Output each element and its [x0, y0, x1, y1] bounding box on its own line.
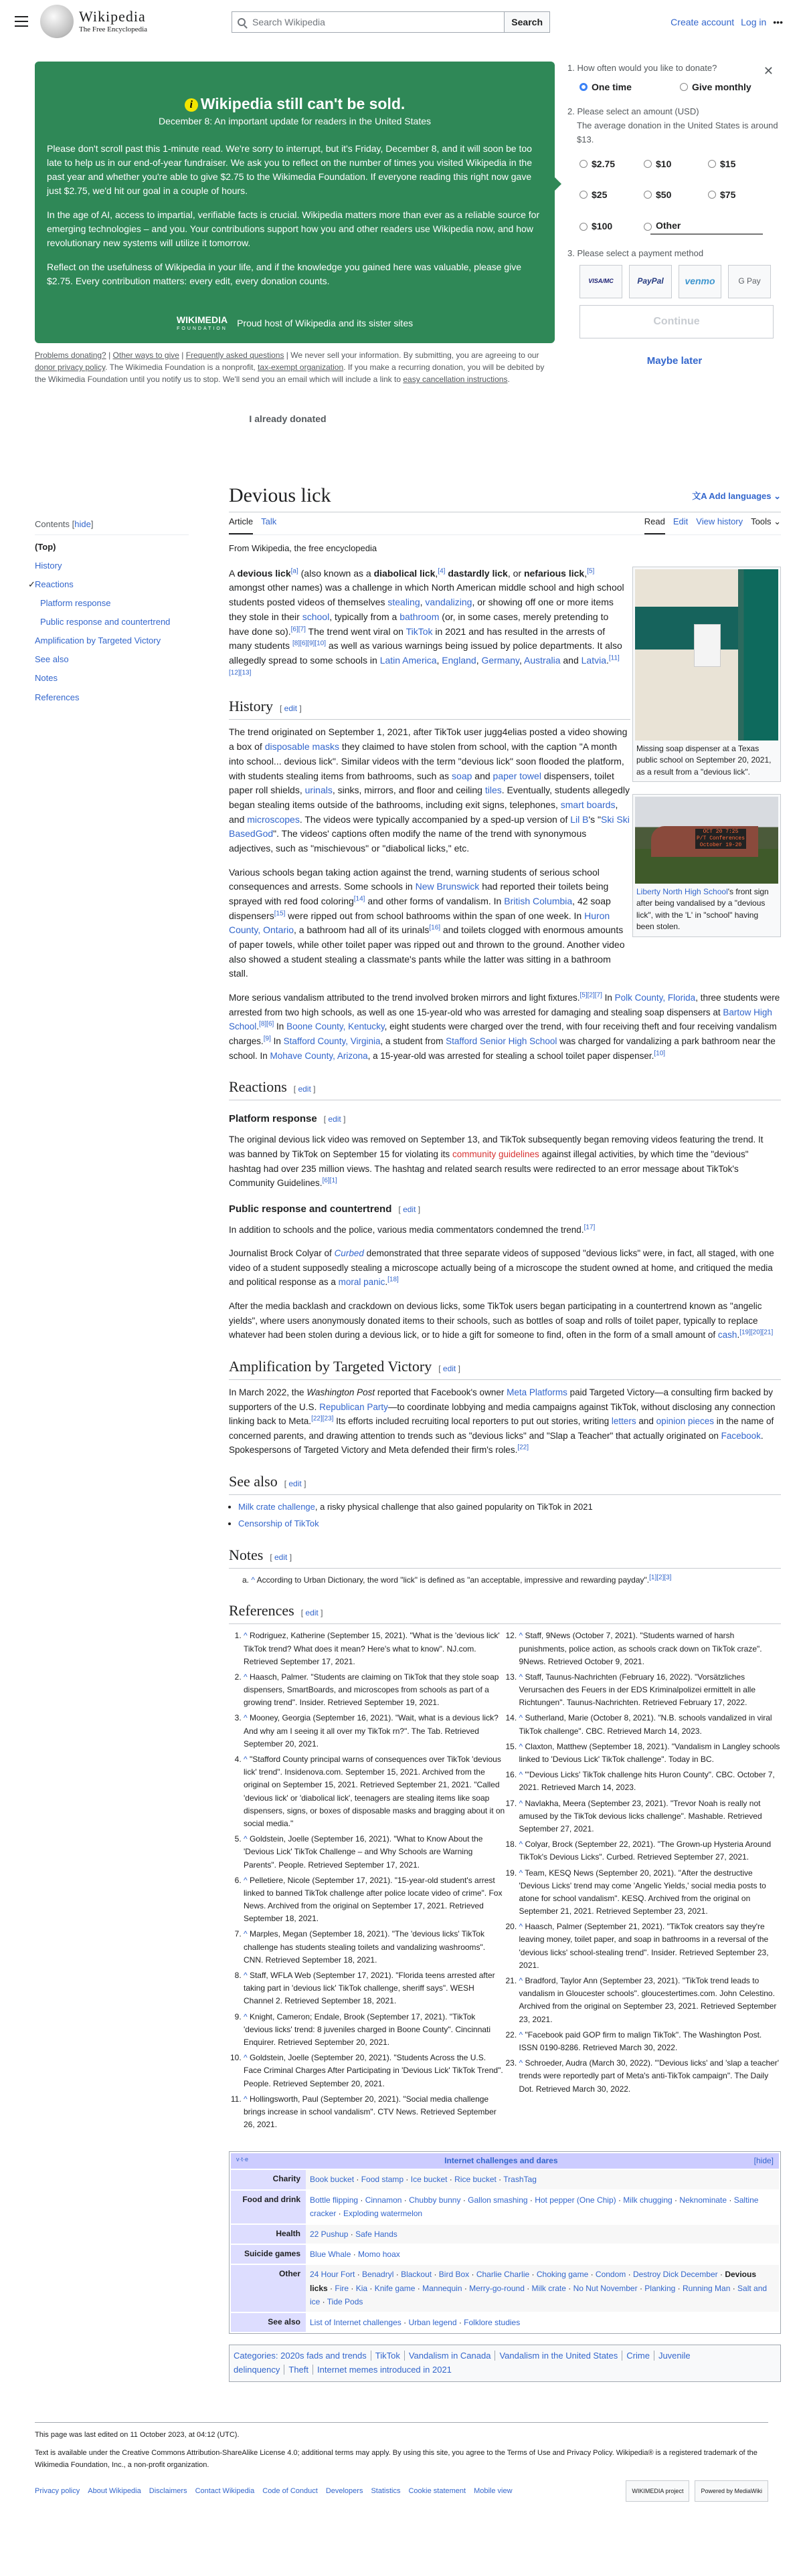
- reference-text: "Stafford County principal warns of consequences over TikTok 'devious lick' trend". Insidenova.com. September 15, 2021. Archived from the original on September 15, 2021. Retrieved September 21, 2021. "Called 'devious lick' or 'diabolical lick', teenagers are stealing items like soap dispensers, signs, or boxes of disposable masks and bragging about it on social media.": [244, 1755, 505, 1828]
- footer-link[interactable]: Disclaimers: [149, 2486, 187, 2495]
- toc-title: Contents [hide]: [35, 518, 189, 535]
- navbox-group: Suicide games: [231, 2245, 306, 2264]
- edit-section-link[interactable]: edit: [442, 1363, 456, 1373]
- footer-link[interactable]: Developers: [325, 2486, 363, 2495]
- donor-privacy-link[interactable]: donor privacy policy: [35, 363, 106, 372]
- toc-item-history[interactable]: History: [35, 560, 62, 571]
- backlink-caret[interactable]: ^: [519, 1672, 525, 1682]
- banner-paragraph: Please don't scroll past this 1-minute read. We're sorry to interrupt, but it's Friday, December 8, and it will soon be too late to help us in our end-of-year fundraiser. We ask you to reflect on the number of times you visited Wikipedia in the past year and whether you're able to give $2.75 to the Wikimedia Foundation. If everyone reading this right now gave just $2.75, we'd hit our goal in a couple of hours.: [47, 142, 533, 196]
- navbox-link[interactable]: Choking game: [536, 2270, 589, 2280]
- problems-donating-link[interactable]: Problems donating?: [35, 351, 106, 360]
- reference-item: [244, 1629, 506, 1668]
- reference-text: Staff, 9News (October 7, 2021). "Students warned of harsh punishments, police action, as schools crack down on TikTok craze". 9News. Retrieved October 9, 2021.: [519, 1631, 762, 1666]
- give-monthly-radio[interactable]: Give monthly: [680, 80, 780, 94]
- backlink-caret[interactable]: ^: [519, 1741, 525, 1751]
- reference-item: [519, 1712, 782, 1737]
- amount-radio[interactable]: $100: [579, 218, 644, 234]
- reference-text: Pelletiere, Nicole (September 17, 2021). "15-year-old student's arrest linked to banned TikTok challenge after police locate video of crime". Fox News. Archived from the original on September 17, 2021. Retrieved September 18, 2021.: [244, 1875, 503, 1924]
- expand-toggle-icon[interactable]: ✓: [28, 579, 35, 589]
- backlink-caret[interactable]: ^: [519, 2029, 525, 2040]
- amount-radio[interactable]: $50: [644, 187, 708, 202]
- thumbnail: [632, 567, 781, 782]
- tab-view-history[interactable]: View history: [696, 516, 743, 527]
- section-heading-see-also: See also [ edit ]: [229, 1470, 781, 1495]
- backlink-caret[interactable]: ^: [519, 2058, 525, 2068]
- reference-text: Marples, Megan (September 18, 2021). "The 'devious licks' TikTok challenge has students stealing toilets and vandalizing washrooms". CNN. Retrieved September 18, 2021.: [244, 1929, 486, 1965]
- navbox-link[interactable]: Salt and ice: [310, 2283, 768, 2307]
- category-link[interactable]: Vandalism in Canada: [408, 2351, 491, 2361]
- navbox-link[interactable]: Merry-go-round: [469, 2283, 525, 2293]
- navbox-list: 24 Hour Fort · Benadryl · Blackout · Bird Box · Charlie Charlie · Choking game · Condom · Destroy Dick December · Devious licks · Fire · Kia · Knife game · Mannequin · Merry-go-round · Milk crate · No Nut November · Planking · Running Man · Salt and ice · Tide Pods: [306, 2265, 779, 2311]
- edit-section-link[interactable]: edit: [298, 1084, 311, 1094]
- reference-item: [519, 1769, 782, 1794]
- category-link[interactable]: Theft: [288, 2364, 309, 2375]
- reference-item: [244, 2011, 506, 2050]
- reference-item: [519, 2057, 782, 2096]
- navbox-link[interactable]: Cinnamon: [365, 2195, 402, 2205]
- paragraph: The original devious lick video was removed on September 13, and TikTok subsequently began removing videos featuring the trend. It was banned by TikTok on September 15 for violating its community guidelines against illegal activities, by which time the "devious" hashtag had over 235 million views. The hashtag and related search results were redirected to an error message about TikTok's Community Guidelines.[6][1]: [229, 1134, 764, 1189]
- other-amount-input[interactable]: Other: [644, 218, 764, 234]
- navbox-list: Book bucket · Food stamp · Ice bucket · Rice bucket · TrashTag: [306, 2170, 779, 2189]
- amount-radio[interactable]: $10: [644, 157, 708, 171]
- footer-link[interactable]: Contact Wikipedia: [195, 2486, 255, 2495]
- edit-section-link[interactable]: edit: [305, 1608, 319, 1618]
- banner-footer: [35, 315, 555, 331]
- footer-link[interactable]: Privacy policy: [35, 2486, 80, 2495]
- maybe-later-button[interactable]: Maybe later: [646, 355, 703, 367]
- article-images: [632, 567, 781, 949]
- section-heading-reactions: Reactions [ edit ]: [229, 1075, 781, 1100]
- footer-link[interactable]: Mobile view: [474, 2486, 513, 2495]
- toc-item-reactions[interactable]: Reactions: [35, 579, 74, 589]
- backlink-caret[interactable]: ^: [244, 1631, 250, 1641]
- reference-item: [519, 1920, 782, 1972]
- category-link[interactable]: Vandalism in the United States: [499, 2351, 618, 2361]
- navbox-link[interactable]: Kia: [355, 2283, 368, 2293]
- backlink-caret[interactable]: ^: [519, 1922, 525, 1932]
- reference-text: Goldstein, Joelle (September 16, 2021). "What to Know About the 'Devious Lick' TikTok Challenge – and Why Schools are Warning Parents". People. Retrieved September 17, 2021.: [244, 1834, 483, 1870]
- toc-item-amplification[interactable]: Amplification by Targeted Victory: [35, 635, 161, 646]
- navbox-link[interactable]: Folklore studies: [464, 2317, 521, 2327]
- backlink-caret[interactable]: ^: [244, 1713, 250, 1723]
- reference-item: [519, 1838, 782, 1864]
- navbox-link[interactable]: Rice bucket: [454, 2175, 497, 2185]
- reference-text: "Facebook paid GOP firm to malign TikTok". The Washington Post. ISSN 0190-8286. Retrieved March 30, 2022.: [519, 2029, 762, 2052]
- navbox-link[interactable]: Running Man: [682, 2283, 731, 2293]
- one-time-radio[interactable]: One time: [579, 80, 680, 94]
- article-body-full: [229, 991, 781, 2381]
- navbox-group: Charity: [231, 2170, 306, 2189]
- lead-paragraph: A devious lick[a] (also known as a diabolical lick,[4] dastardly lick, or nefarious lick,[5] amongst other names) was a challenge in which North American middle school and high school students posted videos of themselves stealing, vandalizing, or showing off one or more items they stole in their school, typically from a bathroom (or, in some cases, merely pretending to have done so).[6][7] The trend went viral on TikTok in 2021 and has resulted in the arrests of many students [8][6][9][10] as well as various warnings being issued by police departments. It also allegedly spread to some schools in Latin America, England, Germany, Australia and Latvia.[11][12][13]: [229, 567, 624, 676]
- navbox-link[interactable]: Tide Pods: [327, 2297, 363, 2307]
- table-of-contents: [28, 478, 189, 2382]
- paragraph: Journalist Brock Colyar of Curbed demonstrated that three separate videos of supposed "devious licks" were, in fact, all staged, with one video of a student supposedly stealing a microscope actually being of a microscope the student owned at home, and critiqued the media and political response as a moral panic.[18]: [229, 1248, 774, 1288]
- page-footer: [35, 2422, 768, 2502]
- add-languages-button[interactable]: 文A Add languages ⌄: [692, 491, 781, 502]
- navbox-link[interactable]: Saltine cracker: [310, 2195, 759, 2219]
- navbox-link[interactable]: Momo hoax: [358, 2250, 400, 2260]
- navbox-row: [231, 2191, 779, 2223]
- soap-dispenser-image[interactable]: [635, 569, 778, 740]
- reference-item: [244, 1753, 506, 1830]
- google-pay-button[interactable]: G Pay: [728, 265, 771, 298]
- faq-link[interactable]: Frequently asked questions: [185, 351, 284, 360]
- navbox-link[interactable]: Charlie Charlie: [476, 2270, 530, 2280]
- license-text: Text is available under the Creative Commons Attribution-ShareAlike License 4.0; additional terms may apply. By using this site, you agree to the Terms of Use and Privacy Policy. Wikipedia® is a registered trademark of the Wikimedia Foundation, Inc., a non-profit organization.: [35, 2449, 757, 2469]
- donation-form: [567, 62, 782, 369]
- tagline: From Wikipedia, the free encyclopedia: [229, 543, 377, 553]
- toc-item-references[interactable]: References: [35, 692, 80, 702]
- donation-legal-text: Problems donating? | Other ways to give | Frequently asked questions | We never sell your information. By submitting, you are agreeing to our donor privacy policy. The Wikimedia Foundation is a nonprofit, tax-exempt organization. If you make a recurring donation, you will be debited by the Wikimedia Foundation until you notify us to stop. We'll send you an email which will include a link to easy cancellation instructions.: [35, 351, 545, 384]
- image-caption: Liberty North High School's front sign after being vandalised by a "devious lick", with the 'L' in "school" having been stolen.: [636, 886, 769, 932]
- edit-section-link[interactable]: edit: [403, 1204, 416, 1214]
- edit-section-link[interactable]: edit: [284, 704, 298, 714]
- backlink-caret[interactable]: ^: [519, 1976, 525, 1986]
- navbox-link[interactable]: List of Internet challenges: [310, 2317, 402, 2327]
- amount-radio[interactable]: $75: [708, 187, 772, 202]
- category-link[interactable]: 2020s fads and trends: [280, 2351, 367, 2361]
- backlink-caret[interactable]: ^: [519, 1713, 525, 1723]
- backlink-caret[interactable]: ^: [244, 1755, 250, 1765]
- navbox-link[interactable]: Destroy Dick December: [632, 2270, 718, 2280]
- footer-link[interactable]: Code of Conduct: [262, 2486, 318, 2495]
- payment-question: 3. Please select a payment method: [567, 247, 704, 258]
- navbox-link[interactable]: Safe Hands: [355, 2229, 397, 2239]
- reference-item: [519, 1975, 782, 2026]
- toc-item-see-also[interactable]: See also: [35, 654, 69, 665]
- navbox-group: Food and drink: [231, 2191, 306, 2223]
- navbox-link[interactable]: Hot pepper (One Chip): [535, 2195, 616, 2205]
- navbox-link[interactable]: Blackout: [401, 2270, 432, 2280]
- toc-item-platform-response[interactable]: Platform response: [40, 598, 111, 609]
- reference-item: [244, 1874, 506, 1926]
- paragraph: After the media backlash and crackdown on devious licks, some TikTok users began participating in a countertrend known as "angelic yields", where users anonymously donated items to their schools, such as bottles of soap and rolls of toilet paper, typically to replace whatever had been stolen during a devious lick, or to hide a gift for someone to find, often in the form of a small amount of cash.[19][20][21]: [229, 1301, 774, 1341]
- more-options-icon[interactable]: •••: [773, 17, 783, 27]
- edit-section-link[interactable]: edit: [288, 1479, 302, 1489]
- banner-subtitle: December 8: An important update for readers in the United States: [158, 115, 431, 126]
- navbox-link[interactable]: Milk chugging: [623, 2195, 673, 2205]
- navbox-list: 22 Pushup · Safe Hands: [306, 2225, 779, 2244]
- navbox-link[interactable]: Mannequin: [422, 2283, 462, 2293]
- reference-item: [244, 2052, 506, 2090]
- venmo-button[interactable]: venmo: [679, 265, 721, 298]
- navbox-link[interactable]: Bottle flipping: [310, 2195, 359, 2205]
- navbox-internet-challenges: [229, 2151, 781, 2334]
- reference-text: Claxton, Matthew (September 18, 2021). "Vandalism in Langley schools linked to 'Devious Lick' TikTok challenge". Today in BC.: [519, 1741, 780, 1765]
- toc-item-notes[interactable]: Notes: [35, 673, 58, 684]
- page-title: Devious lick: [229, 484, 331, 506]
- banner-paragraph: In the age of AI, access to impartial, verifiable facts is crucial. Wikipedia matters more than ever as a reliable source for emerging technologies – and you. Your contributions support how you and other readers use Wikipedia now, and how revolutionary new systems will utilize it tomorrow.: [47, 209, 540, 248]
- backlink-caret[interactable]: ^: [244, 1672, 250, 1682]
- thumbnail: [632, 794, 781, 937]
- reference-item: [244, 2093, 506, 2132]
- tax-exempt-link[interactable]: tax-exempt organization: [258, 363, 344, 372]
- categories-label[interactable]: Categories:: [234, 2351, 278, 2361]
- category-link[interactable]: Crime: [626, 2351, 650, 2361]
- navbox-link: Devious licks: [310, 2270, 757, 2293]
- navbox-link[interactable]: Exploding watermelon: [343, 2209, 423, 2219]
- backlink-caret[interactable]: ^: [244, 1834, 250, 1844]
- history-paragraph: The trend originated on September 1, 2021, after TikTok user jugg4elias posted a video showing a box of disposable masks they claimed to have stolen from school, with the caption "A month into school... devious lick". Similar videos with the term "devious lick" soon flooded the platform, with students stealing items from bathrooms, such as soap and paper towel dispensers, toilet paper roll shields, urinals, sinks, mirrors, and floor and ceiling tiles. Eventually, students allegedly began stealing items outside of the bathrooms, including exit signs, telephones, smart boards, and microscopes. The videos were typically accompanied by a sped-up version of Lil B's "Ski Ski BasedGod". The videos' captions often modify the name of the trend with synonymous adjectives, such as "mischievous" or "diabolical licks," etc.: [229, 726, 630, 854]
- reference-text: Staff, WFLA Web (September 17, 2021). "Florida teens arrested after taking part in 'devious lick' TikTok challenge, sheriff says". WESH Channel 2. Retrieved September 18, 2021.: [244, 1971, 495, 2006]
- log-in-link[interactable]: Log in: [741, 17, 767, 27]
- reference-item: [244, 1969, 506, 2008]
- host-text: Proud host of Wikipedia and its sister sites: [237, 317, 414, 328]
- navbox-link[interactable]: Blue Whale: [310, 2250, 351, 2260]
- footer-link[interactable]: About Wikipedia: [88, 2486, 141, 2495]
- reference-item: [519, 1741, 782, 1766]
- paypal-button[interactable]: PayPal: [629, 265, 672, 298]
- references-list: [229, 1629, 781, 2131]
- reference-item: [519, 1671, 782, 1710]
- navbox-link[interactable]: Milk crate: [531, 2283, 566, 2293]
- already-donated-button[interactable]: I already donated: [249, 413, 327, 424]
- tools-dropdown[interactable]: Tools ⌄: [751, 516, 781, 527]
- reference-item: [244, 1928, 506, 1967]
- amount-radio[interactable]: $2.75: [579, 157, 644, 171]
- history-paragraph: Various schools began taking action against the trend, warning students of serious school consequences and arrests. Some schools in New Brunswick had reported their toilets being sprayed with red food coloring[14] and other forms of vandalism. In British Columbia, 42 soap dispensers[15] were ripped out from school bathrooms within the span of one week. In Huron County, Ontario, a bathroom had all of its urinals[16] and toilets clogged with enormous amounts of paper towels, while other toilet paper was ripped out and thrown to the ground. Another video also showed a student stealing a classmate's pants while the latter was sitting in a bathroom stall.: [229, 866, 625, 979]
- navbox-link[interactable]: Benadryl: [362, 2270, 394, 2280]
- banner-paragraph: Reflect on the usefulness of Wikipedia in your life, and if the knowledge you gained here was valuable, please give $2.75. Every contribution matters: every edit, every donation counts.: [47, 261, 521, 286]
- amount-radio[interactable]: $15: [708, 157, 772, 171]
- toc-item-public-response[interactable]: Public response and countertrend: [40, 617, 171, 627]
- info-icon: i: [185, 98, 198, 112]
- navbox-link[interactable]: TrashTag: [503, 2175, 537, 2185]
- create-account-link[interactable]: Create account: [671, 17, 735, 27]
- wikimedia-foundation-logo: WIKIMEDIA FOUNDATION: [176, 314, 228, 331]
- average-donation-note: The average donation in the United States is around $13.: [577, 120, 778, 144]
- reference-text: "'Devious Licks' TikTok challenge hits Huron County". CBC. October 7, 2021. Retrieved March 14, 2023.: [519, 1770, 775, 1793]
- appeal-panel: [35, 62, 555, 343]
- frequency-question: 1. How often would you like to donate?: [567, 63, 717, 73]
- navbox-row: [231, 2225, 779, 2244]
- navbox-link[interactable]: Planking: [644, 2283, 676, 2293]
- edit-section-link[interactable]: edit: [274, 1552, 288, 1562]
- navbox-link[interactable]: Urban legend: [408, 2317, 457, 2327]
- reference-text: Mooney, Georgia (September 16, 2021). "Wait, what is a devious lick? And why am I seeing it all over my TikTok rn?". The Tab. Retrieved September 20, 2021.: [244, 1713, 499, 1749]
- reference-text: Staff, Taunus-Nachrichten (February 16, 2022). "Vorsätzliches Verursachen des Feuers in der EDS Kriminalpolizei ermittelt in alle Richtungen". Taunus-Nachrichten. Retrieved February 17, 2022.: [519, 1672, 755, 1708]
- site-name: Wikipedia: [79, 8, 146, 25]
- navbox-link[interactable]: 22 Pushup: [310, 2229, 349, 2239]
- navbox-link[interactable]: Knife game: [374, 2283, 416, 2293]
- see-also-list: [238, 1500, 781, 1531]
- navbox-link[interactable]: Ice bucket: [410, 2175, 448, 2185]
- banner-title: [47, 95, 543, 114]
- navbox-list: Blue Whale · Momo hoax: [306, 2245, 779, 2264]
- backlink-caret[interactable]: ^: [244, 2094, 250, 2104]
- toc-hide-link[interactable]: hide: [74, 519, 91, 529]
- navbox-link[interactable]: Condom: [595, 2270, 626, 2280]
- amount-radio[interactable]: $25: [579, 187, 644, 202]
- reference-item: [519, 1629, 782, 1668]
- paragraph: In addition to schools and the police, various media commentators condemned the trend.[17]: [229, 1223, 596, 1235]
- backlink-caret[interactable]: ^: [519, 1868, 525, 1878]
- category-link[interactable]: Internet memes introduced in 2021: [317, 2364, 452, 2375]
- category-link[interactable]: TikTok: [375, 2351, 400, 2361]
- school-sign-image[interactable]: OCT 20 7:25 P/T Conferences October 19-20: [635, 797, 778, 884]
- section-heading-platform-response: Platform response [ edit ]: [229, 1113, 346, 1125]
- backlink-caret[interactable]: ^: [519, 1798, 525, 1808]
- continue-button[interactable]: Continue: [579, 305, 774, 338]
- search-placeholder: Search Wikipedia: [252, 16, 325, 27]
- backlink-caret[interactable]: ^: [244, 2053, 250, 2063]
- history-paragraph: More serious vandalism attributed to the trend involved broken mirrors and light fixtures.[5][2][7] In Polk County, Florida, three students were arrested from two high schools, as well as one 15-year-old who was arrested for damaging and stealing soap dispensers at Bartow High School.[8][6] In Boone County, Kentucky, eight students were charged over the trend, with four receiving theft and four receiving vandalism charges.[9] In Stafford County, Virginia, a student from Stafford Senior High School was charged for vandalizing a park bathroom near the school. In Mohave County, Arizona, a 15-year-old was arrested for stealing a school toilet paper dispenser.[10]: [229, 991, 780, 1061]
- reference-text: Knight, Cameron; Endale, Brook (September 17, 2021). "TikTok 'devious licks' trend: 8 juveniles charged in Boone County". Cincinnati Enquirer. Retrieved September 20, 2021.: [244, 2011, 491, 2047]
- see-also-link[interactable]: Milk crate challenge: [238, 1502, 315, 1512]
- navbox-list: Bottle flipping · Cinnamon · Chubby bunny · Gallon smashing · Hot pepper (One Chip) · Milk chugging · Neknominate · Saltine cracker · Exploding watermelon: [306, 2191, 779, 2223]
- vte-links[interactable]: v·t·e: [236, 2156, 248, 2163]
- image-caption: Missing soap dispenser at a Texas public school on September 20, 2021, as a result from a "devious lick".: [636, 743, 772, 777]
- navbox-link[interactable]: Gallon smashing: [468, 2195, 528, 2205]
- navbox-group: Health: [231, 2225, 306, 2244]
- footer-link[interactable]: Cookie statement: [408, 2486, 466, 2495]
- navbox-link[interactable]: 24 Hour Fort: [310, 2270, 355, 2280]
- powered-by-mediawiki-badge[interactable]: Powered by MediaWiki: [695, 2480, 768, 2502]
- backlink-caret[interactable]: ^: [519, 1840, 525, 1850]
- language-icon: 文A: [692, 491, 709, 502]
- search-button[interactable]: Search: [504, 11, 550, 33]
- tab-article[interactable]: Article: [229, 515, 253, 534]
- reference-text: Colyar, Brock (September 22, 2021). "The Grown-up Hysteria Around TikTok's Devious Licks". Curbed. Retrieved September 27, 2021.: [519, 1840, 772, 1862]
- reference-text: Hollingsworth, Paul (September 20, 2021). "Social media challenge brings increase in school vandalism". CTV News. Retrieved September 26, 2021.: [244, 2094, 497, 2130]
- reference-item: [244, 1671, 506, 1710]
- other-ways-link[interactable]: Other ways to give: [112, 351, 179, 360]
- category-link[interactable]: Juvenile delinquency: [234, 2351, 691, 2375]
- navbox-link[interactable]: Book bucket: [310, 2175, 355, 2185]
- reference-text: Navlakha, Meera (September 23, 2021). "Trevor Noah is really not amused by the TikTok devious licks challenge". Mashable. Retrieved September 27, 2021.: [519, 1798, 762, 1834]
- reference-text: Schroeder, Audra (March 30, 2022). "'Devious licks' and 'slap a teacher' trends were reportedly part of Meta's anti-TikTok campaign". The Daily Dot. Retrieved March 30, 2022.: [519, 2058, 780, 2094]
- backlink-caret[interactable]: ^: [244, 1929, 250, 1939]
- edit-section-link[interactable]: edit: [328, 1114, 341, 1124]
- reference-item: [244, 1712, 506, 1751]
- navbox-row: [231, 2313, 779, 2332]
- navbox-link[interactable]: Fire: [335, 2283, 349, 2293]
- navbox-link[interactable]: Food stamp: [361, 2175, 404, 2185]
- banner-title-text: Wikipedia still can't be sold.: [200, 95, 406, 112]
- tab-edit[interactable]: Edit: [673, 516, 689, 527]
- fundraising-banner: [0, 0, 803, 435]
- backlink-caret[interactable]: ^: [244, 1971, 250, 1981]
- navbox-group: Other: [231, 2265, 306, 2311]
- reference-text: Rodriguez, Katherine (September 15, 2021). "What is the 'devious lick' TikTok trend? What does it mean? Here's what to know". NJ.com. Retrieved September 17, 2021.: [244, 1631, 500, 1666]
- reference-item: [519, 2029, 782, 2054]
- close-icon[interactable]: ✕: [763, 64, 774, 78]
- backlink-caret[interactable]: ^: [519, 1770, 525, 1780]
- navbox-group: See also: [231, 2313, 306, 2332]
- reference-item: [519, 1797, 782, 1836]
- reference-text: Sutherland, Marie (October 8, 2021). "N.B. schools vandalized in viral TikTok challenge". CBC. Retrieved March 14, 2023.: [519, 1713, 772, 1736]
- navbox-link[interactable]: No Nut November: [573, 2283, 638, 2293]
- reference-item: [519, 1867, 782, 1918]
- tab-talk[interactable]: Talk: [261, 516, 277, 527]
- navbox-hide-link[interactable]: [hide]: [753, 2156, 774, 2166]
- reference-text: Goldstein, Joelle (September 20, 2021). "Students Across the U.S. Face Criminal Charges After Participating in 'Devious Lick' TikTok Trend". People. Retrieved September 20, 2021.: [244, 2053, 503, 2088]
- amount-question: 2. Please select an amount (USD): [567, 106, 699, 117]
- cancellation-link[interactable]: easy cancellation instructions: [403, 375, 508, 384]
- section-heading-references: References [ edit ]: [229, 1599, 781, 1624]
- article-body: [229, 567, 630, 981]
- card-payment-button[interactable]: VISA/MC: [579, 265, 622, 298]
- site-tagline: The Free Encyclopedia: [79, 25, 148, 33]
- navbox-row: [231, 2245, 779, 2264]
- backlink-caret[interactable]: ^: [244, 2011, 250, 2021]
- navbox-list: List of Internet challenges · Urban legend · Folklore studies: [306, 2313, 779, 2332]
- navbox-link[interactable]: Bird Box: [438, 2270, 470, 2280]
- reference-text: Team, KESQ News (September 20, 2021). "After the destructive 'Devious Licks' trend may come 'Angelic Yields,' social media posts to atone for school vandalism". KESQ. Archived from the original on September 21, 2021. Retrieved September 23, 2021.: [519, 1868, 766, 1916]
- navbox-link[interactable]: Chubby bunny: [409, 2195, 461, 2205]
- wikimedia-project-badge[interactable]: WIKIMEDIA project: [626, 2480, 689, 2502]
- navbox-link[interactable]: Neknominate: [679, 2195, 727, 2205]
- categories-box: [229, 2345, 781, 2382]
- backlink-caret[interactable]: ^: [519, 1631, 525, 1641]
- caption-link[interactable]: Liberty North High School: [636, 886, 728, 896]
- reference-item: [244, 1833, 506, 1872]
- section-heading-history: History [ edit ]: [229, 694, 630, 720]
- article: [229, 478, 781, 2382]
- footer-link[interactable]: Statistics: [371, 2486, 401, 2495]
- last-edited: This page was last edited on 11 October 2023, at 04:12 (UTC).: [35, 2430, 240, 2439]
- navbox-row: [231, 2170, 779, 2189]
- reference-text: Haasch, Palmer (September 21, 2021). "TikTok creators say they're leaving money, toilet paper, and soap in bathrooms in a reversal of the 'devious licks' school-stealing trend". Insider. Retrieved September 23, 2021.: [519, 1922, 769, 1970]
- list-item: • Milk crate challenge, a risky physical challenge that also gained popularity on TikTok in 2021: [238, 1500, 781, 1514]
- backlink-caret[interactable]: ^: [244, 1875, 250, 1885]
- paragraph: In March 2022, the Washington Post reported that Facebook's owner Meta Platforms paid Targeted Victory—a consulting firm backed by supporters of the U.S. Republican Party—to coordinate lobbying and media campaigns against TikTok, without disclosing any connection linking back to Meta.[22][23] Its efforts included recruiting local reporters to put out stories, writing letters and opinion pieces in the name of concerned parents, and drawing attention to trends such as "devious licks" and "Slap a Teacher" that actually originated on Facebook. Spokespersons of Targeted Victory and Meta defended their firm's roles.[22]: [229, 1387, 776, 1456]
- see-also-link[interactable]: Censorship of TikTok: [238, 1518, 319, 1528]
- section-heading-public-response: Public response and countertrend [ edit ]: [229, 1203, 421, 1215]
- list-item: [238, 1517, 781, 1531]
- tab-read[interactable]: Read: [644, 515, 665, 534]
- toc-item-top[interactable]: (Top): [35, 541, 56, 552]
- reference-text: Bradford, Taylor Ann (September 23, 2021). "TikTok trend leads to vandalism in Gloucester schools". gloucestertimes.com. John Celestino. Archived from the original on September 23, 2021. Retrieved September 23, 2021.: [519, 1976, 777, 2024]
- note-a: a. ^ According to Urban Dictionary, the word "lick" is defined as "an acceptable, impressive and rewarding payday".[1][2][3]: [242, 1573, 672, 1585]
- section-heading-notes: Notes [ edit ]: [229, 1543, 781, 1569]
- section-heading-amplification: Amplification by Targeted Victory [ edit ]: [229, 1355, 781, 1380]
- navbox-title[interactable]: Internet challenges and dares: [444, 2156, 558, 2166]
- reference-text: Haasch, Palmer. "Students are claiming on TikTok that they stole soap dispensers, SmartBoards, and microscopes from schools as part of a growing trend". Insider. Retrieved September 19, 2021.: [244, 1672, 499, 1708]
- navbox-row: [231, 2265, 779, 2311]
